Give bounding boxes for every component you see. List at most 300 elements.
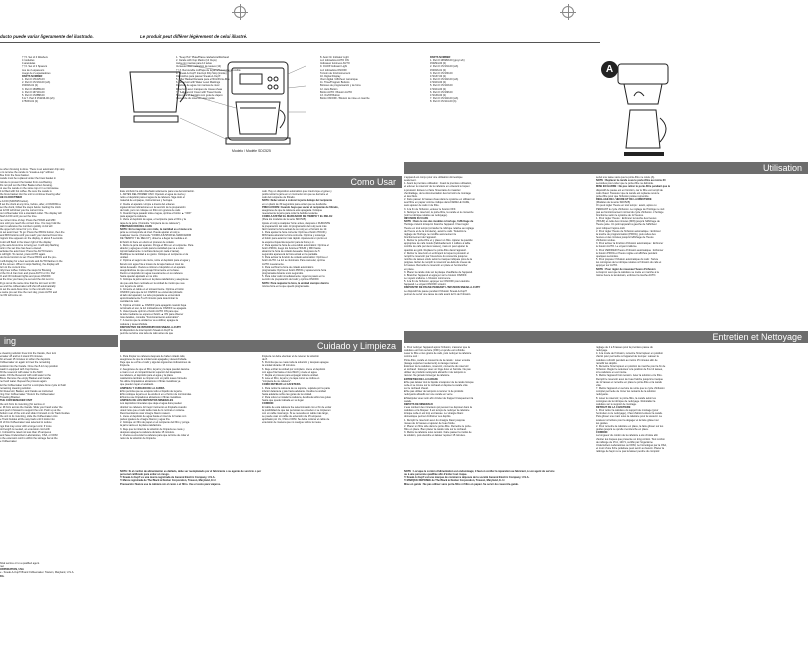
text-line: domestique permet d'éliminer ces dépôts. (404, 415, 452, 419)
text-line: usted note que el café tarda más de lo normal en colarse. (120, 408, 185, 412)
text-line: alcanzar la hora de colado deseada. Después de 5 (262, 249, 320, 253)
text-line: El botón lo hace en efecto el proceso de colado. (120, 240, 175, 244)
text-line: ee and the coffeemaker will shut off automatically (0, 284, 56, 288)
text-line: for Reservoir, Basket, and Carafe as instructed (0, 389, 53, 393)
text-line: tapa de la jarra. (Consulte "Limpieza de su cafetera"). (120, 221, 181, 225)
text-line: aproximadamente 5 a 8 minutos para determinar la (120, 297, 178, 301)
text-line: ring Your Coffeemaker." Return the Coffeemaker (0, 393, 55, 397)
text-line: jarra se corresponde al nivel. Puede ajustar el reloj a (120, 231, 180, 235)
text-line: Extérieur de la cafetière, réservoir, couvercle du réservoir (404, 364, 469, 368)
text-line: seulement. (404, 179, 417, 183)
text-line: carafe. (404, 399, 412, 403)
text-line: resto de la solución de limpieza. (120, 437, 157, 441)
text-line: de l'heure et de la minuterie), avant le café. Toutefois le (404, 229, 467, 233)
text-line: DISPOSITIF DE PAUSE PENDANT L'INFUSION SNEAK-A-CUP® (404, 286, 481, 290)
parts-mid-line: 1. "Keep Hot" Plate/Placa calefactora/Réchaud (176, 56, 229, 59)
header-left-text: ducto puede variar ligeramente del ilustrado. (0, 34, 94, 39)
parts-mid2-line: Visor digital / Afficheur numérique (320, 78, 358, 82)
entretien-col1 (404, 346, 590, 470)
parts-mid2-line: Botón AUTO / Bouton AUTO (320, 90, 353, 94)
footer-center (120, 470, 402, 490)
text-line: et des filets. (404, 194, 418, 198)
text-line: la posibilidad de que las personas se enreden o se tropiecen (262, 408, 331, 412)
parts-mid-line: Jarra con marcas para 12 tazas (176, 62, 212, 66)
text-line: tazas deseado. Vuelva a colocar el depósito en el aparato (120, 265, 186, 269)
text-line: 2. Coloque un filtro de papel en el recipiente del filtro y ponga (120, 421, 190, 425)
footer-line: Precaución: Nunca use la cafetera sin el cesto o el filtro. Use el cesto para viajeros. (120, 482, 221, 486)
text-line: ons until you reach the correct time. You may hold the (0, 221, 61, 225)
text-line: asegúrese de que la unidad esté apagada y desenchufada. (120, 358, 187, 362)
text-line: rallonge de façon à ne pas la laisser pendre du comptoir. (596, 450, 660, 454)
parts-left-line: 4 arandelas (22, 62, 36, 66)
text-line: 4. Vacíe el depósito de agua, el recipiente para el filtro y la (120, 218, 186, 222)
text-line: 1. Para limpiar su cafetera después de haber colado café, (120, 355, 186, 358)
parts-mid2-line: 12. Auto Button (320, 87, 338, 91)
parts-right-line: 5. Part # 172103-00 (430, 84, 453, 88)
footer-line: ORPORATION, USA (0, 568, 24, 572)
text-line: cualquier mente. (Consulte "COMO AJUSTAR EL MARCADOR (120, 234, 192, 238)
footer-line: ® Marca registrada de The Black & Decker Corporation, Towson, Maryland, E.U. (120, 479, 217, 483)
text-line: Laver le filtre et les grains de café, puis nettoyer la cafetière (404, 352, 472, 356)
text-line: guides jusqu'à ce qu'elle s'enclenche en place. (596, 428, 649, 432)
text-line: cafetière refroidir pendant au moins 15 minutes afin de (596, 358, 658, 362)
text-line: l'heure en tout temps (consulter la rubrique relative au réglage (404, 226, 474, 230)
text-line: turn to the current time. (0, 265, 27, 269)
text-line: remplir le réservoir par l'ouverture du couvercle jusqu'au (404, 254, 468, 258)
section-band-ing: ing (0, 335, 118, 347)
parts-mid2-line: 8. Auto On Indicator Light (320, 56, 349, 59)
text-line: 5. À la fin de l'infusion, appuyer sur ON/OFF pour éteindre (404, 280, 470, 284)
parts-right-line: 2. Part # 172134-00 (wh) (430, 65, 459, 69)
parts-mid2-line: Botón ON/OFF / Bouton de mise en marche (320, 97, 370, 101)
text-line: NOTA: Para reajustar la hora, la unidad siempre dará la (262, 281, 329, 285)
text-line: programada: Oprima el botón PROG y aparecerá la hora (262, 268, 327, 272)
text-line: 4. Conecte el cable en el tomacorriente. Oprima el botón (120, 287, 184, 291)
header-rule (0, 42, 600, 43)
utilisation-col2 (596, 176, 796, 328)
text-line: 5. Para colar café inmediatamente: siga los pasos en la (262, 275, 325, 279)
text-line: ill go out at the same time that the dot next to ON (0, 281, 56, 285)
text-line: to set the auto-brew time: to the unit will come (0, 287, 52, 291)
text-line: On peut régler l'heure en tout temps : avant, après ou (596, 204, 657, 208)
text-line: 1. Avant la première utilisation : Avant la première utilisation, (404, 182, 472, 186)
text-line: Este símbolo ha sido diseñado solamente para una demostración. (120, 190, 195, 193)
text-line: Dentro el depósito sin agua nuevamente en su cafetera (120, 272, 183, 276)
text-line: 2. Para volver a instalar la cafetera, deslícela sobre las guías (262, 396, 331, 400)
text-line: PRECAUCIÓN: Cuando haya que sacar el recipiente de filtrado, (262, 205, 339, 209)
text-line: l'horloge s'éteint lorsqu'on branche l'appareil. Il faut régler (404, 223, 469, 227)
text-line: NOTA: En la mayorías con mide, la cantidad es el viene a la (120, 227, 192, 231)
sneak-a-cup-illustration (604, 56, 680, 164)
text-line: remaining cleaning solution. (0, 386, 32, 390)
text-line: fonctionnement de l'appareil. (404, 235, 437, 239)
text-line: 4. À la mode de l'infusion, remettre l'interrupteur en position (596, 352, 664, 356)
text-line: 2. Asegúrese de que el filtro, la jarra y la tapa puedan lavarse (120, 367, 190, 371)
text-line: 1. Pour régler l'heure : Enfoncer la touche des heures (596, 217, 657, 221)
text-line: the upper left corner for p.m. time. (0, 227, 39, 231)
text-line: 3. Coloque la jarra vacía en la placa calefactora y asegúrese (120, 278, 189, 282)
text-line: ■ Ne pas laisser tout le liquide s'évaporer de la carafe lorsque (404, 380, 474, 384)
text-line: e Track Guides all the way back until it locks into (0, 418, 55, 422)
footer-line: NOTE : Lorsque le cordon d'alimentation est endommagé, il faut en confier la réparation au fabricant, à son agent de service (404, 470, 555, 473)
utilisation-col1 (404, 176, 590, 328)
text-line: No utilice limpiadores abrasivos ni fibras metálicas ya (120, 380, 181, 384)
text-line: Recomendamos usar vinagre blanco casero. (120, 411, 171, 415)
registration-mark-top-left (234, 6, 246, 18)
text-line: café del recipiente de filtrado. (262, 196, 296, 200)
text-line: fácil mostrar la hora actual de su reloj en el horario de 12. (262, 227, 327, 231)
text-line: NOTA: Debe volver a colocar la jarra debajo del recipiente (262, 199, 333, 203)
section-band-como-usar: Como Usar (120, 176, 402, 188)
text-line: 2. Oprima el seguro de cierre, retire el depósito para el agua y (120, 259, 191, 263)
text-line: uto brew function is set: Press PROG and the pre- (0, 256, 57, 260)
text-line: Modifique la cantidad a su gusto. Coloque el recipiente en la (120, 253, 189, 257)
como-usar-col1 (120, 190, 258, 338)
text-line: 6. Mettre l'appareil hors tension. Jeter la solution et le filtre. (596, 374, 663, 378)
footer-line: Mise en garde : Ne pas utiliser sans porte-filtre ni filtre en papier. Se servir du couvercle-guide. (404, 482, 519, 486)
text-line: e 12:00 (SDC525 below). (0, 199, 29, 203)
text-line: seul filtre en papier comme indiqué dans FAIRE LE CAFÉ, (404, 201, 470, 205)
text-line: activate the auto brew: Press the AUTO button. (0, 250, 54, 254)
text-line: 2. Pour régler l'heure de l'infusion automatique : Enfoncer (596, 229, 661, 233)
footer-line: ® Sneak-A-Cup® est une marque de commerce déposée de la société General Electric Company, U.S.A. (404, 476, 530, 480)
text-line: rogram time appears on the display, in about 5 seconds (0, 237, 63, 241)
text-line: El dispositivo de interrupción Sneak-A-Cup® le (120, 328, 173, 332)
text-line: 7. Repita el proceso para enjuagar toda la unidad. (262, 373, 319, 377)
text-line: d the On & Can Icon and press AUTO or On. Ref (0, 272, 56, 276)
text-line: 2. Pour remettre la cafetière en place, la faire glisser sur les (596, 424, 664, 428)
text-line: abierto y agregue el café para la cantidad que va a colar. (120, 246, 185, 250)
parts-mid-line: Couvercle du réservoir avec guide (176, 97, 215, 101)
text-line: ll set the clock at any time, before, after, or DURING a (0, 202, 61, 206)
text-line: le bouton AUTO. Le voyant s'allume. (596, 245, 638, 249)
text-line: bottom rear of the unit and slide it forward on its Track Guides. (0, 411, 71, 415)
text-line: para apagar la cafetera. (120, 215, 148, 219)
text-line: PENDANT le cycle d'infusion. Le réglage de l'horloge ne nuit (596, 207, 665, 211)
parts-right-line: 172103-00 (b) (430, 81, 447, 85)
text-line: 3. Cuando haya pasado toda el agua, oprima el botón ▲ "OFF" (120, 212, 192, 216)
text-line: ramollir les dépôts. (596, 361, 618, 365)
text-line: si la cafetière en est munie. (596, 371, 628, 375)
text-line: L'appareil est conçu pour une utilisation domestique (404, 176, 463, 179)
text-line: d'arrêt pour permettre à l'appareil de tremper. Laisser la (596, 355, 659, 359)
text-line: limpieza no debe efectuar el de retener la solución (262, 355, 319, 358)
text-line: sección de preparación del café y oprima ON/OFF. (262, 278, 320, 282)
parts-mid-line: †† 7. Reservoir Cover with Travel Guide (176, 90, 222, 94)
text-line: l'heure juste. Un point apparaît à gauche de l'afficheur (596, 223, 657, 227)
text-line: siguiendo las indicaciones en la sección de la preparación (120, 205, 186, 209)
text-line: it is filled with hot coffee. Be sure the carafe is (0, 190, 52, 194)
text-line: a mano o en el compartimiento superior del lavaplatos. (120, 370, 182, 374)
text-line: podrá retirar la jarra en un momento sin que se derrame el (262, 193, 328, 197)
text-line: La longueur du cordon de la cafetière a été choisie afin (596, 434, 659, 438)
text-line: más detalles, consulte "Funcionamiento automático". (120, 316, 180, 320)
text-line: Le voyant s'allume. L'infusion commence. (404, 277, 451, 280)
text-line: 12 tasses. Remettre le réservoir en place et l'enclencher (404, 264, 468, 268)
text-line: l'entretien ou le nettoyage), il faut d'abord enlever la carafe. (596, 412, 663, 416)
text-line: t. It should be rated not less than 15 amperes (0, 430, 52, 434)
parts-right-line: 6. Part # 172138-00 (430, 90, 453, 94)
text-line: L'eau contient des minéraux qui peuvent se déposer dans la (404, 405, 472, 409)
text-line: (Para los modelos de la serie SDC525) (262, 218, 307, 222)
parts-mid-line: Depósito de agua con marcas de nivel (176, 84, 220, 88)
text-line: ■ Nunca use limpiadores abrasivos ni fibras metálicas. (120, 396, 182, 400)
text-line: récurer. Ne jamais immerger la cafetière. (404, 374, 451, 378)
entretien-col2 (596, 346, 796, 470)
text-line: cafetière sur le support de montage. (596, 402, 637, 406)
text-line: réglage de l'horloge ne modifie aucunement le (404, 232, 457, 236)
parts-mid2-line: 13. On/Off Button (320, 93, 340, 97)
text-line: que pueden rayar el acabado. (120, 383, 154, 387)
text-line: e same pre-set time the next day, press AUTO and (0, 291, 58, 295)
text-line: NOTE : Dans le cas des modèles à horloge, l'affichage de (404, 220, 474, 224)
text-line: asegurándose de que encaje firmemente en la base. (120, 268, 180, 272)
text-line: con la jarra de vidrio. (120, 284, 144, 288)
section-band-utilisation: Utilisation (404, 162, 808, 174)
text-line: 2. Placer un filtre vide dans le porte-filtre. Remettre le porte- (404, 424, 472, 428)
parts-left-line: 2. Part # 172134-00 (wh) (22, 81, 51, 85)
text-line: misma hora en la que quedó programada. (262, 284, 310, 288)
text-line: (voir la rubrique relative au nettoyage). (404, 213, 448, 217)
text-line: et réchaud : Essuyer avec un linge doux et humide. Ne pas (404, 368, 471, 372)
parts-right-line: 172137-00 (b) (430, 74, 447, 78)
text-line: niveau de 12 tasses et ajouter de l'eau froide. (404, 421, 456, 425)
text-line: DÉPÔTS DE MINÉRAUX (404, 402, 434, 406)
text-line: 7. A menos que la unidad se va a utilizar, apague la (120, 319, 179, 323)
text-line: Puis glisser une main sous la cafetière pour la soutenir. La (596, 415, 662, 419)
text-line: Deje que se enfríe el café y siga las siguientes indicaciones de (120, 361, 191, 365)
text-line: s will light. To cancel, press AUTO again. (0, 253, 46, 257)
text-line: 6. Usted puede oprimir el botón AUTO ON para que (120, 309, 179, 313)
parts-mid-line: Dispositivo para pausar Sneak-A-Cup® (176, 74, 221, 78)
text-line: d'infusion voulue. (596, 239, 616, 243)
parts-left-line: 3. Part # 150889-00 (22, 87, 45, 91)
parts-left-line: Juego de 2 espaciadores (22, 71, 51, 75)
text-line: INFUSION DU CAFÉ (404, 217, 429, 221)
text-line: Underwriters Laboratories ou NOM, ne homologué par la CSA, (596, 443, 667, 447)
text-line: Coffeemaker on again to brew the remaining (0, 361, 51, 365)
text-line: ■ No permita que se evapore todo el líquido de la jarra. (120, 389, 183, 393)
parts-left-line: 175153-01 (b) (22, 100, 39, 104)
text-line: Lorsqu'on veut que la cafetière se mette en marche à la (596, 270, 659, 274)
text-line: the brew basket into the unit to continue brewing after (0, 193, 61, 197)
text-line: hacia adelante sobre las guías de la unidad. (262, 392, 312, 396)
text-line: e Coffeemaker. (0, 440, 18, 444)
footer-line: DA. (0, 574, 5, 578)
text-line: réglage de 2 à 8 tasses pour la première passe du (596, 346, 653, 349)
text-line: THE COFFEEMAKER UNIT (0, 399, 33, 403)
text-line: segundos aparecerá la hora actual en la pantalla. (262, 253, 318, 257)
como-usar-col2 (262, 190, 400, 330)
text-line: PREPARACIÓN DEL CAFÉ (120, 224, 153, 228)
parts-list-left (22, 56, 122, 166)
text-line: the unit to its mounting, slide the Coffeemaker onto (0, 415, 58, 419)
text-line: comble de café par deux tasses), mais on peut ajuster la (404, 245, 468, 249)
left-column-text-top (0, 168, 118, 324)
text-line: th of this Coffeemaker was selected to reduce (0, 421, 52, 425)
carafe-detail (130, 72, 180, 112)
text-line: heures et des minutes jusqu'à l'affichage de l'heure (596, 235, 654, 239)
text-line: en place. (404, 267, 415, 271)
parts-right-line: 1. Part # 166983-00 (grey/ wh) (430, 59, 465, 63)
text-line: de 8. (262, 358, 268, 362)
text-line: hasta quedar ajustado en su sitio. (120, 275, 159, 279)
text-line: NOTE : Pour régler de nouveau l'heure d'infusion (596, 267, 656, 271)
text-line: la taza mediante se espera el botón ▲ ON para obtener (120, 313, 184, 317)
text-line: 3. Placer la carafe vide sur la plaque chauffante de l'appareil. (404, 270, 473, 274)
footer-line: e - Sneak-A-Cup® Brand Coffeemaker. Towson, Maryland, U.S.A. (0, 571, 75, 575)
text-line: à poussoir. Enlever et faire l'inventaire du matériel (404, 188, 461, 192)
parts-left-list (22, 56, 122, 103)
footer-left (0, 562, 118, 588)
text-line: ntly brew coffee: Follow the steps for Brewing (0, 269, 52, 272)
text-line: lorsque celle-ci est trop encrassée. Le vinaigre blanc (404, 412, 464, 416)
text-line: (Modèles de la série SDC525) (596, 201, 631, 205)
parts-list-mid (176, 56, 296, 156)
parts-mid-line: Réservoir avec marques de niveau d'eau (176, 87, 223, 91)
text-line: La cafetera, el depósito para el agua y la placa (120, 373, 173, 377)
text-line: con un cable más largo. Si se necesita un cable más largo, (262, 411, 329, 415)
text-line: 6. Deje enfriar la unidad por completo. Llene el depósito (262, 367, 326, 371)
parts-list-right (430, 56, 540, 166)
text-line: cafetière est hors service (OFF) et qu'elle est refroidie. (404, 349, 466, 353)
parts-left-line: 4. Part # 167191-00 (22, 90, 45, 94)
text-line: de rallonge de 15 A, 120 V, certifié par l'organisme (596, 440, 653, 444)
text-line: 2. Retirer le réservoir en enfonçant le loquet à poussoir et (404, 251, 469, 255)
text-line: les guides. (596, 421, 609, 425)
text-line: café. Hay un dispositivo automático que interrumpe el goteo y (262, 190, 332, 193)
text-line: con agua fría hasta el nivel MAX y cuele el agua. (262, 370, 318, 374)
text-line: quantité au goût. Replacer le porte-filtre dans l'appareil. (404, 248, 467, 252)
text-line: ■ No coloque la jarra en la estufa ni en el horno de microondas. (120, 392, 192, 396)
text-line: 5. Pour préparer l'infusion automatique du café : Suivre (596, 258, 659, 262)
text-line: (lavage supérieur seulement) ou lavage manuel. (404, 361, 459, 365)
text-line: ■ Ne pas utiliser de tampons à récurer ni de produits (404, 390, 464, 394)
text-line: celle-ci se trouve sur le réchaud et dépose la carafe vide (404, 383, 468, 387)
text-line: la jarra vacía en la placa calefactora. (120, 424, 162, 428)
text-line: se puede usar un cable de extensión de 15 amperes (262, 414, 322, 418)
text-line: wash it equipped with Cup Deluxe. (0, 367, 40, 371)
parts-right-line: 172104-00 (b) (430, 87, 447, 91)
parts-left-line: PARTS NUMBER (22, 74, 43, 78)
text-line: and have Underwriters Laboratories, CSA, or NOM (0, 434, 58, 438)
text-line: la preparación del café. Al programarlo del reloj será más (262, 224, 327, 228)
text-line: El cable de esta cafetera fue seleccionado con el fin de evitar (262, 405, 332, 409)
text-line: asegúrese de que la cafetera esté apagada. Coloque (262, 208, 323, 212)
text-line: Ajuste el reloj a cualquier hora: antes, después o DURANTE (262, 221, 331, 225)
footer-line: ou à une personne qualifiée afin d'éviter tout risque. (404, 473, 468, 477)
text-line: flash 12:00 until you set the time. (0, 215, 38, 219)
header-right-text: Le produit peut différer légèrement de celui illustré. (140, 34, 248, 39)
text-line: 4. Brancher l'appareil et appuyer sur le bouton ON/OFF. (404, 273, 467, 277)
parts-right-line: 4. Part # 172102-00 (wh) (430, 78, 459, 82)
text-line: 7. Mettre l'appareil en service de sorte que le cycle d'infusion (596, 387, 665, 391)
parts-mid2-line: Luz indicadora ON/OFF (320, 68, 347, 72)
text-line: 1. Para retirar la cafetera de su soporte, sujétela por la parte (262, 386, 331, 390)
parts-left-line: 6 & 7. Part # 151196-00 (wh) (22, 97, 55, 101)
text-line: Le dispositif de pause pendant l'infusion Sneak-A-Cup® (404, 289, 467, 293)
text-line: 8. Laver le réservoir, le porte-filtre, la carafe selon les (596, 396, 656, 400)
text-line: Porte-filtre, carafe et couvercle de la carafe : Laver ensuite (404, 358, 471, 362)
text-line: pas au fonctionnement normal du cycle d'infusion. L'horloge (596, 210, 664, 214)
parts-right-line: 150316-01 (b) (430, 68, 447, 72)
text-line: nombre de tasses voulu selon la marque indiquée près de la (404, 258, 473, 262)
text-line: inferior delantera y jale hacia adelante. Deslice la unidad (262, 389, 326, 393)
text-line: Brew. Remove the empty Basket and Carafe. (0, 377, 51, 381)
text-line: own to advance the numbers quickly. A dot will (0, 224, 53, 228)
text-line: complet permette de rincer les restants de la solution (596, 390, 656, 394)
footer-line: ficial service or to a qualified agent. (0, 562, 40, 565)
text-line: LIMPIEZA DE LOS DEPÓSITOS MINERALES (120, 399, 174, 403)
text-line: soulever à l'arrière pour la dégager et la faire glisser sur (596, 418, 659, 422)
text-line: la solution, puis éteindre et laisser reposer 15 minutes. (404, 434, 466, 438)
text-line: 4. Para verificar la hora de colado automático (262, 265, 314, 269)
text-line: COMO AJUSTAR EL MARCADOR DE TIEMPO Y EL RELOJ (262, 215, 333, 219)
text-line: the unit from its mounting (for service or (0, 402, 45, 406)
text-line: les consignes de la rubrique relative à l'infusion du café et (596, 261, 662, 265)
text-line: ne fresh water. Repeat the process again. (0, 380, 48, 384)
text-line: "Limpieza de su cafetera". (262, 380, 292, 384)
text-line: e cleaning solution brew into the Carafe, then turn (0, 352, 57, 355)
text-line: 4. Nettoyer le réservoir, le porte-filtre, la carafe et le couvercle (404, 210, 474, 214)
parts-mid2-line: Botones de programación y de hora (320, 84, 361, 88)
text-line: al lado del aparato). La taza preparada se encenderá (120, 294, 181, 298)
parts-mid-line: 2. Carafe with Cup Marks (12 Cups) (176, 59, 217, 63)
parts-left-line: 1. Part # 171025-03 (22, 78, 45, 82)
cuidado-col1 (120, 355, 258, 475)
text-line: vide. (596, 383, 602, 387)
text-line: 5. Remettre l'interrupteur en position de marche pour la fin de (596, 364, 666, 368)
footer-line: nal. (0, 565, 5, 569)
text-line: emaker off and let it stand 15 minutes. (0, 355, 44, 359)
footer-line: personal calificado para evitar un riesgo. (120, 473, 170, 477)
text-line: Los depósitos minerales que deja el agua dura pueden (120, 402, 183, 406)
text-line: porte-filtre pour que l'infusion puisse reprendre. (596, 194, 650, 198)
text-line: appuyer sur AUTO. (596, 264, 618, 268)
text-line: HE CLOCK/TIMER (0, 196, 22, 200)
text-line: ENTRETIEN DE LA CARAFE (404, 377, 439, 381)
text-line: (HOUR) et celle des minutes (MIN) jusqu'à l'affichage de (596, 220, 660, 224)
text-line: let the Coffeemaker cool for a complete brew cycle to flush (0, 383, 67, 387)
text-line: for at least 15 minutes to soften the deposits. (0, 358, 51, 362)
text-line: g the auto-brew time is being set. It will stop flashing (0, 243, 59, 247)
text-line: 1. ANTES DEL PRIMER USO: Opérelo el agua de vierta y (120, 193, 186, 197)
text-line: la unidad durante 15 minutos. (262, 364, 296, 368)
text-line: secondes pour éviter que le porte-filtre ne déborde. (596, 182, 654, 186)
text-line: solution into the Carafe. Once the 8-12 cup position (0, 364, 59, 368)
text-line: llénelo con agua fría a través de la tapa hasta el nivel de (120, 262, 184, 266)
parts-mid-line: Tapa para el depósito con guía de viajero (176, 93, 223, 97)
text-line: our coffeemaker into a standard outlet. The display will (0, 212, 62, 216)
text-line: 2. Faire passer 12 tasses d'eau dans le système en utilisant un (404, 198, 475, 202)
text-line: même heure le lendemain, enfoncer la touche AUTO. (596, 273, 657, 277)
text-line: 1. Retirer le porte-filtre et y placer un filtre. Ajouter la quantité (404, 239, 473, 243)
text-line: 3. À la fin de l'infusion, enlever le bouton OFF. (404, 207, 456, 211)
text-line: 1. Pour nettoyer l'appareil après l'infusion, s'assurer que la (404, 346, 470, 349)
text-line: A dot will flash in the lower right of the display (0, 240, 52, 244)
text-line: o the extension cord is within the storage bar at the (0, 437, 58, 441)
text-line: Do not pull out the Filter Basket when brewing. (0, 183, 53, 187)
text-line: de 12 tasses et remettre en place le porte-filtre et la carafe (596, 380, 662, 384)
text-line: AUTO nuevamente. (262, 262, 285, 266)
text-line: CÓMO RETIRAR LA CAFETERA (262, 383, 301, 387)
text-line: en un plazo de 30 segundos para evitar que se desborde. (262, 202, 328, 206)
footer-line: ® MARQUE DÉPOSÉE de The Black & Decker Corporation, Towson, Maryland, É.-U. (404, 479, 506, 483)
footer-line: ® Sneak-A-Cup® es una marca registrada de General Electric Company, U.S.A. (120, 476, 216, 480)
text-line: 8. Lave el filtro, la jarra y la tapa como se indica en (262, 377, 320, 381)
text-line: LIMPIEZA Y CUIDADO DE LA JARRA (120, 386, 165, 390)
parts-mid2-line: 10. Digital Display (320, 74, 341, 78)
